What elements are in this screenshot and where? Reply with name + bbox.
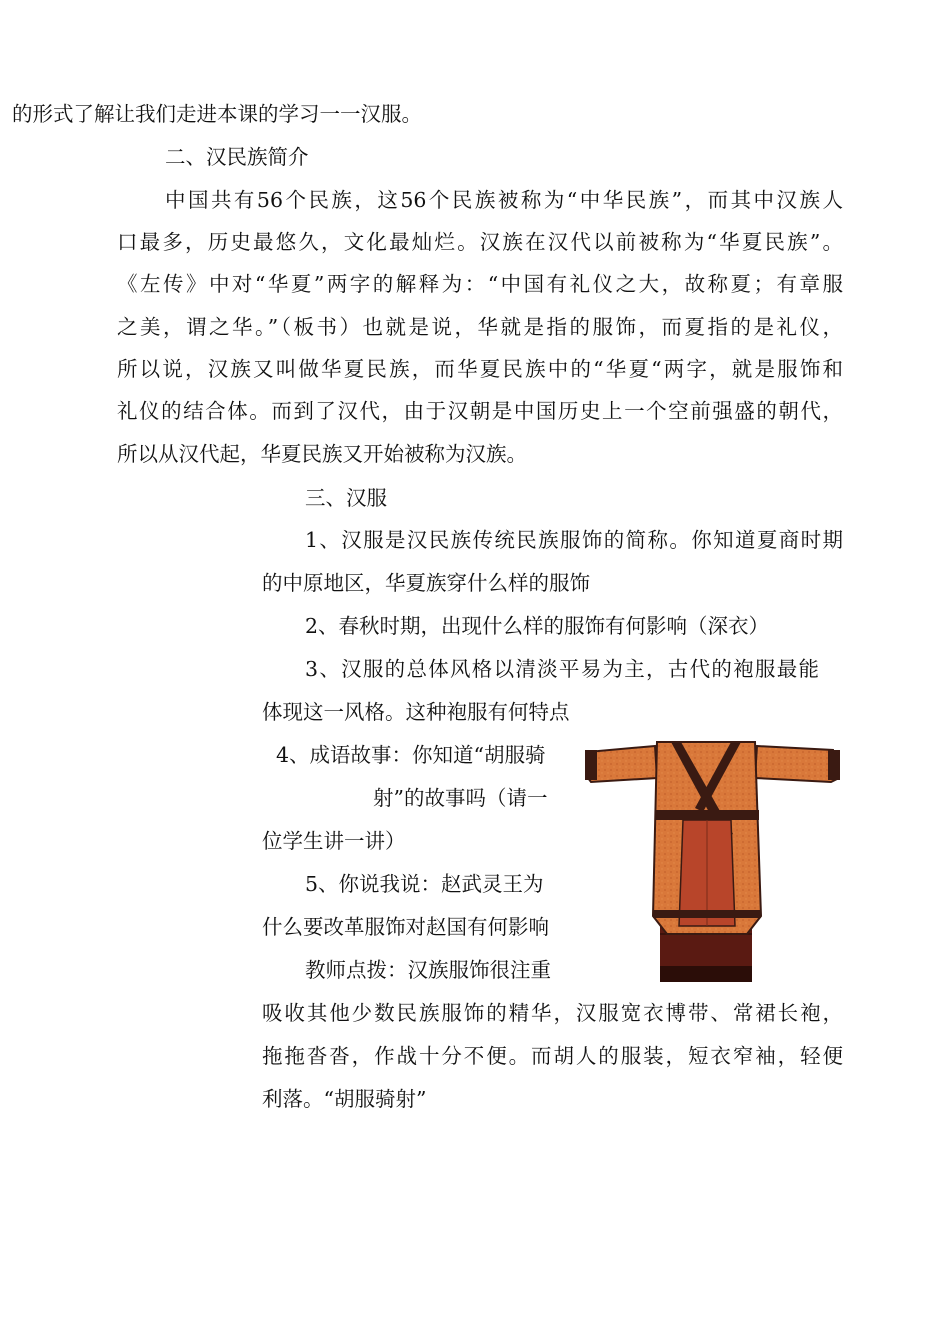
question-3-cont: 体现这一风格。这种袍服有何特点 [262,700,570,724]
paragraph-han-line: 口最多，历史最悠久，文化最灿烂。汉族在汉代以前被称为“华夏民族”。 [117,230,843,254]
question-4-cont: 位学生讲一讲） [262,829,406,853]
question-2: 2、春秋时期，出现什么样的服饰有何影响（深衣） [305,614,770,638]
paragraph-intro-line: 的形式了解让我们走进本课的学习一一汉服。 [12,102,422,126]
question-4: 4、成语故事：你知道“胡服骑 [276,743,546,767]
teacher-note-cont: 吸收其他少数民族服饰的精华，汉服宽衣博带、常裙长袍， [262,1001,843,1025]
question-4-cont: 射”的故事吗（请一 [373,786,548,810]
teacher-note-cont: 利落。“胡服骑射” [262,1087,427,1111]
question-3: 3、汉服的总体风格以清淡平易为主，古代的袍服最能 [305,657,819,681]
teacher-note: 教师点拨：汉族服饰很注重 [305,958,551,982]
question-5: 5、你说我说：赵武灵王为 [305,872,544,896]
question-1: 1、汉服是汉民族传统民族服饰的简称。你知道夏商时期 [305,528,843,552]
section-heading-han-nationality: 二、汉民族简介 [165,145,309,169]
paragraph-han-line: 所以说，汉族又叫做华夏民族，而华夏民族中的“华夏“两字，就是服饰和 [117,357,843,381]
paragraph-han-line: 礼仪的结合体。而到了汉代，由于汉朝是中国历史上一个空前强盛的朝代， [117,399,843,423]
hanfu-robe-image [585,738,840,986]
paragraph-han-line: 《左传》中对“华夏”两字的解释为：“中国有礼仪之大，故称夏；有章服 [117,272,843,296]
section-heading-hanfu: 三、汉服 [305,486,387,510]
question-5-cont: 什么要改革服饰对赵国有何影响 [262,915,549,939]
paragraph-han-line: 所以从汉代起，华夏民族又开始被称为汉族。 [117,442,527,466]
paragraph-han-line: 中国共有56个民族，这56个民族被称为“中华民族”，而其中汉族人 [165,188,843,212]
question-1-cont: 的中原地区，华夏族穿什么样的服饰 [262,571,590,595]
paragraph-han-line: 之美，谓之华。”（板书）也就是说，华就是指的服饰，而夏指的是礼仪， [117,315,843,339]
teacher-note-cont: 拖拖沓沓，作战十分不便。而胡人的服装，短衣窄袖，轻便 [262,1044,843,1068]
